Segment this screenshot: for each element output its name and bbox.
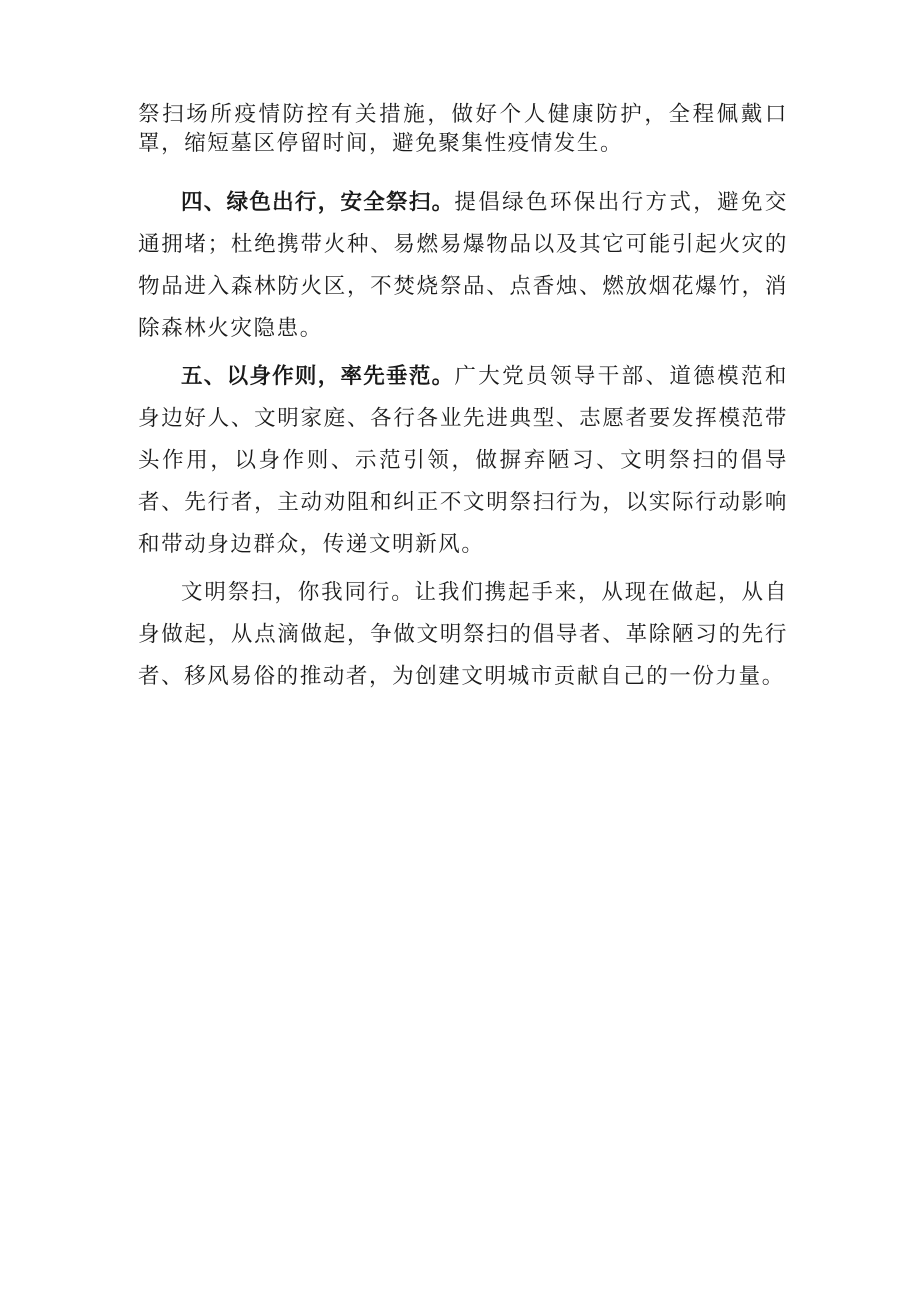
paragraph-text: 祭扫场所疫情防控有关措施，做好个人健康防护，全程佩戴口罩，缩短墓区停留时间，避免聚集性疫情发生。 <box>138 102 788 156</box>
paragraph-closing-call <box>138 572 788 698</box>
paragraph-green-travel <box>138 182 788 350</box>
section-heading-four: 四、绿色出行，安全祭扫。 <box>181 190 455 215</box>
paragraph-epidemic-prevention <box>138 100 788 158</box>
paragraph-text: 文明祭扫，你我同行。让我们携起手来，从现在做起，从自身做起，从点滴做起，争做文明祭扫的倡导者、革除陋习的先行者、移风易俗的推动者，为创建文明城市贡献自己的一份力量。 <box>138 580 788 689</box>
paragraph-lead-by-example <box>138 356 788 566</box>
document-page <box>138 100 788 698</box>
paragraph-text: 广大党员领导干部、道德模范和身边好人、文明家庭、各行各业先进典型、志愿者要发挥模范带头作用，以身作则、示范引领，做摒弃陋习、文明祭扫的倡导者、先行者，主动劝阻和纠正不文明祭扫行为，以实际行动影响和带动身边群众，传递文明新风。 <box>138 364 788 557</box>
section-heading-five: 五、以身作则，率先垂范。 <box>181 364 455 389</box>
paragraph-text: 提倡绿色环保出行方式，避免交通拥堵；杜绝携带火种、易燃易爆物品以及其它可能引起火灾的物品进入森林防火区，不焚烧祭品、点香烛、燃放烟花爆竹，消除森林火灾隐患。 <box>138 190 788 341</box>
